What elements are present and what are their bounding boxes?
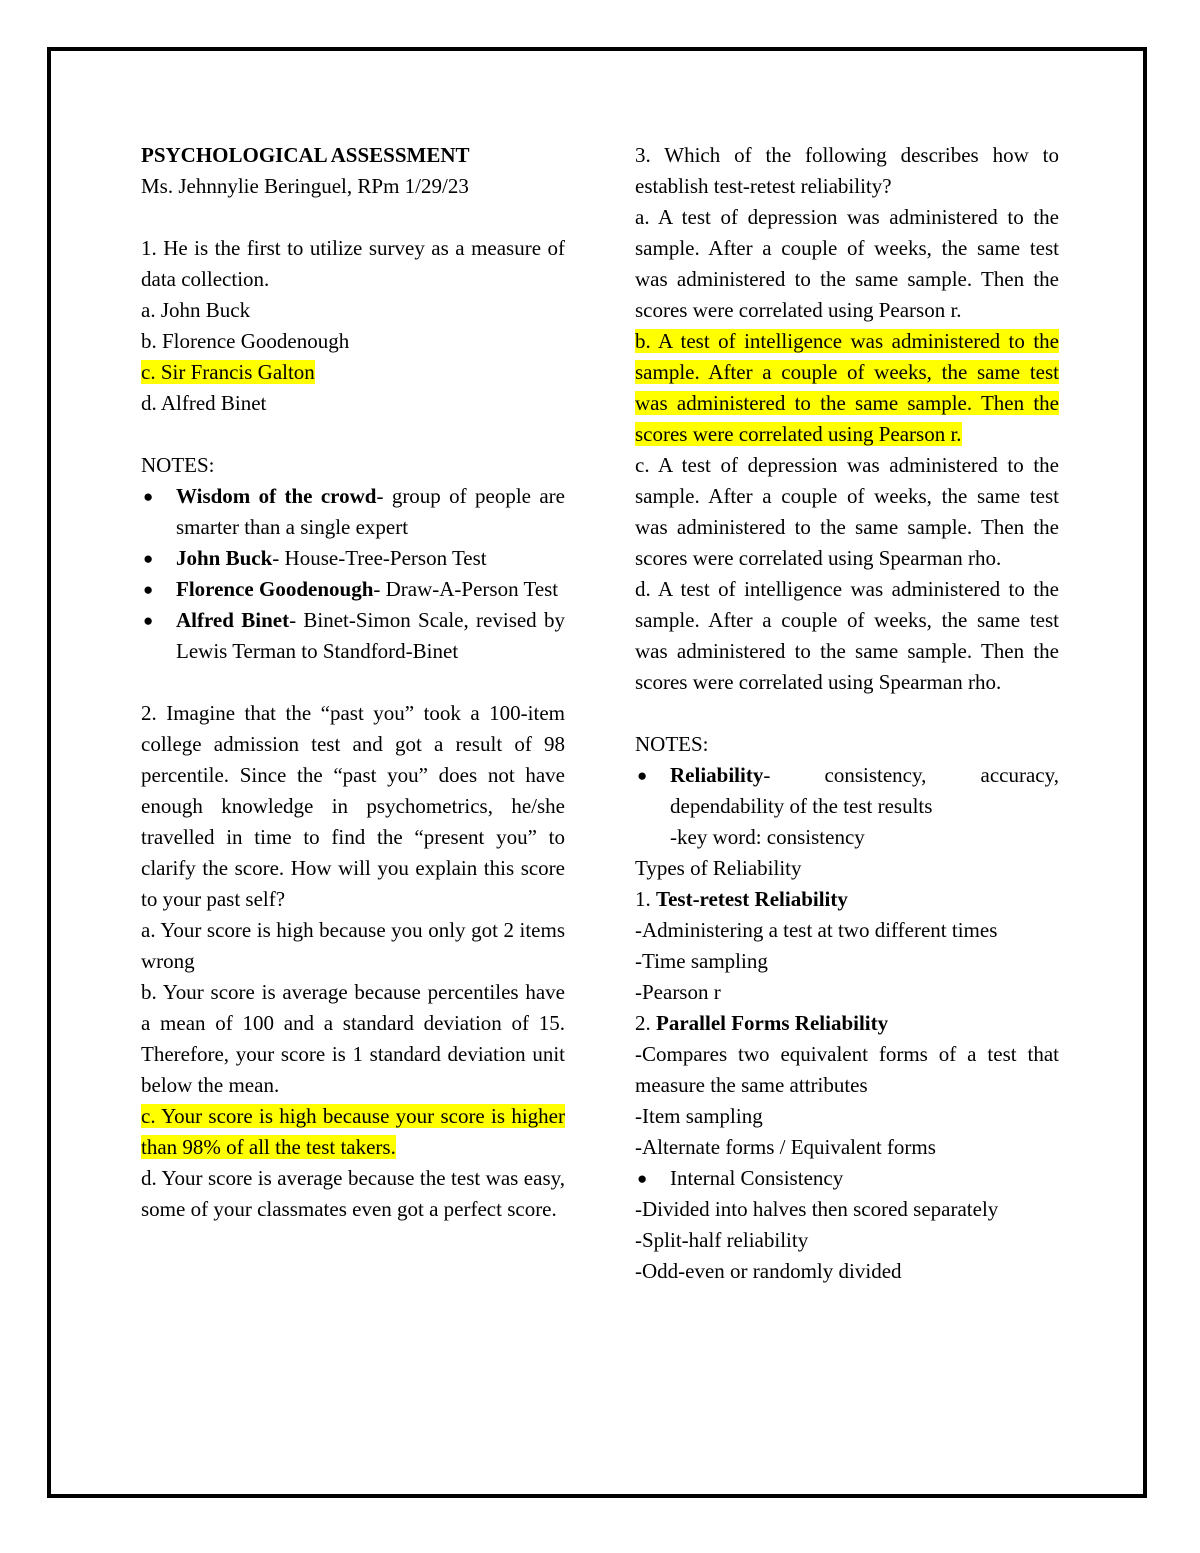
q2-option-d: d. Your score is average because the test was easy, some of your classmates even got a perfect score. <box>141 1166 565 1221</box>
internal-line: -Odd-even or randomly divided <box>635 1259 902 1283</box>
type-2-line: -Item sampling <box>635 1104 763 1128</box>
bullet-icon: ● <box>637 766 648 785</box>
q1-notes-list <box>141 481 565 667</box>
bullet-icon: ● <box>143 487 154 506</box>
q1-option-a: a. John Buck <box>141 298 251 322</box>
key-word-line: -key word: consistency <box>670 825 865 849</box>
question-1: 1. He is the first to utilize survey as a measure of data collection. <box>141 236 565 291</box>
document-subtitle: Ms. Jehnnylie Beringuel, RPm 1/29/23 <box>141 174 469 198</box>
q3-notes-label: NOTES: <box>635 732 709 756</box>
q3-option-c: c. A test of depression was administered to the sample. After a couple of weeks, the same test was administered to the same sample. Then the scores were correlated using Spearman rho. <box>635 453 1059 570</box>
internal-line: -Divided into halves then scored separately <box>635 1197 999 1221</box>
q1-option-d: d. Alfred Binet <box>141 391 267 415</box>
note-item: ● Florence Goodenough- Draw-A-Person Test <box>141 574 565 605</box>
q2-option-a: a. Your score is high because you only got 2 items wrong <box>141 918 565 973</box>
type-1-line: -Administering a test at two different times <box>635 918 998 942</box>
right-column <box>635 140 1059 1287</box>
type-1-line: -Time sampling <box>635 949 768 973</box>
type-2-line: -Compares two equivalent forms of a test that measure the same attributes <box>635 1042 1059 1097</box>
question-3: 3. Which of the following describes how to establish test-retest reliability? <box>635 143 1059 198</box>
note-item: ● Internal Consistency <box>635 1163 1059 1194</box>
left-column <box>141 140 565 1225</box>
bullet-icon: ● <box>143 580 154 599</box>
note-item: ● John Buck- House-Tree-Person Test <box>141 543 565 574</box>
q3-notes-list <box>635 760 1059 822</box>
bullet-icon: ● <box>637 1169 648 1188</box>
internal-consistency-list <box>635 1163 1059 1194</box>
q2-option-c-answer: c. Your score is high because your score is higher than 98% of all the test takers. <box>141 1104 565 1159</box>
internal-line: -Split-half reliability <box>635 1228 809 1252</box>
type-1-heading: 1. Test-retest Reliability <box>635 887 848 911</box>
note-item: ● Alfred Binet- Binet-Simon Scale, revised by Lewis Terman to Standford-Binet <box>141 605 565 667</box>
note-item: ● Wisdom of the crowd- group of people are smarter than a single expert <box>141 481 565 543</box>
note-item: ● Reliability- consistency, accuracy, dependability of the test results <box>635 760 1059 822</box>
q3-option-d: d. A test of intelligence was administered to the sample. After a couple of weeks, the same test was administered to the same sample. Then the scores were correlated using Spearman rho. <box>635 577 1059 694</box>
question-2: 2. Imagine that the “past you” took a 100-item college admission test and got a result of 98 percentile. Since the “past you” does not have enough knowledge in psychometrics, he/she travelled in time to find the “present you” to clarify the score. How will you explain this score to your past self? <box>141 701 565 911</box>
type-1-line: -Pearson r <box>635 980 721 1004</box>
bullet-icon: ● <box>143 611 154 630</box>
q1-notes-label: NOTES: <box>141 453 215 477</box>
q1-option-b: b. Florence Goodenough <box>141 329 350 353</box>
q3-option-a: a. A test of depression was administered to the sample. After a couple of weeks, the same test was administered to the same sample. Then the scores were correlated using Pearson r. <box>635 205 1059 322</box>
q1-option-c-answer: c. Sir Francis Galton <box>141 360 315 384</box>
q2-option-b: b. Your score is average because percentiles have a mean of 100 and a standard deviation of 15. Therefore, your score is 1 standard deviation unit below the mean. <box>141 980 565 1097</box>
q3-option-b-answer: b. A test of intelligence was administered to the sample. After a couple of weeks, the same test was administered to the same sample. Then the scores were correlated using Pearson r. <box>635 329 1059 446</box>
types-label: Types of Reliability <box>635 856 802 880</box>
type-2-line: -Alternate forms / Equivalent forms <box>635 1135 936 1159</box>
document-title: PSYCHOLOGICAL ASSESSMENT <box>141 143 470 167</box>
bullet-icon: ● <box>143 549 154 568</box>
type-2-heading: 2. Parallel Forms Reliability <box>635 1011 889 1035</box>
